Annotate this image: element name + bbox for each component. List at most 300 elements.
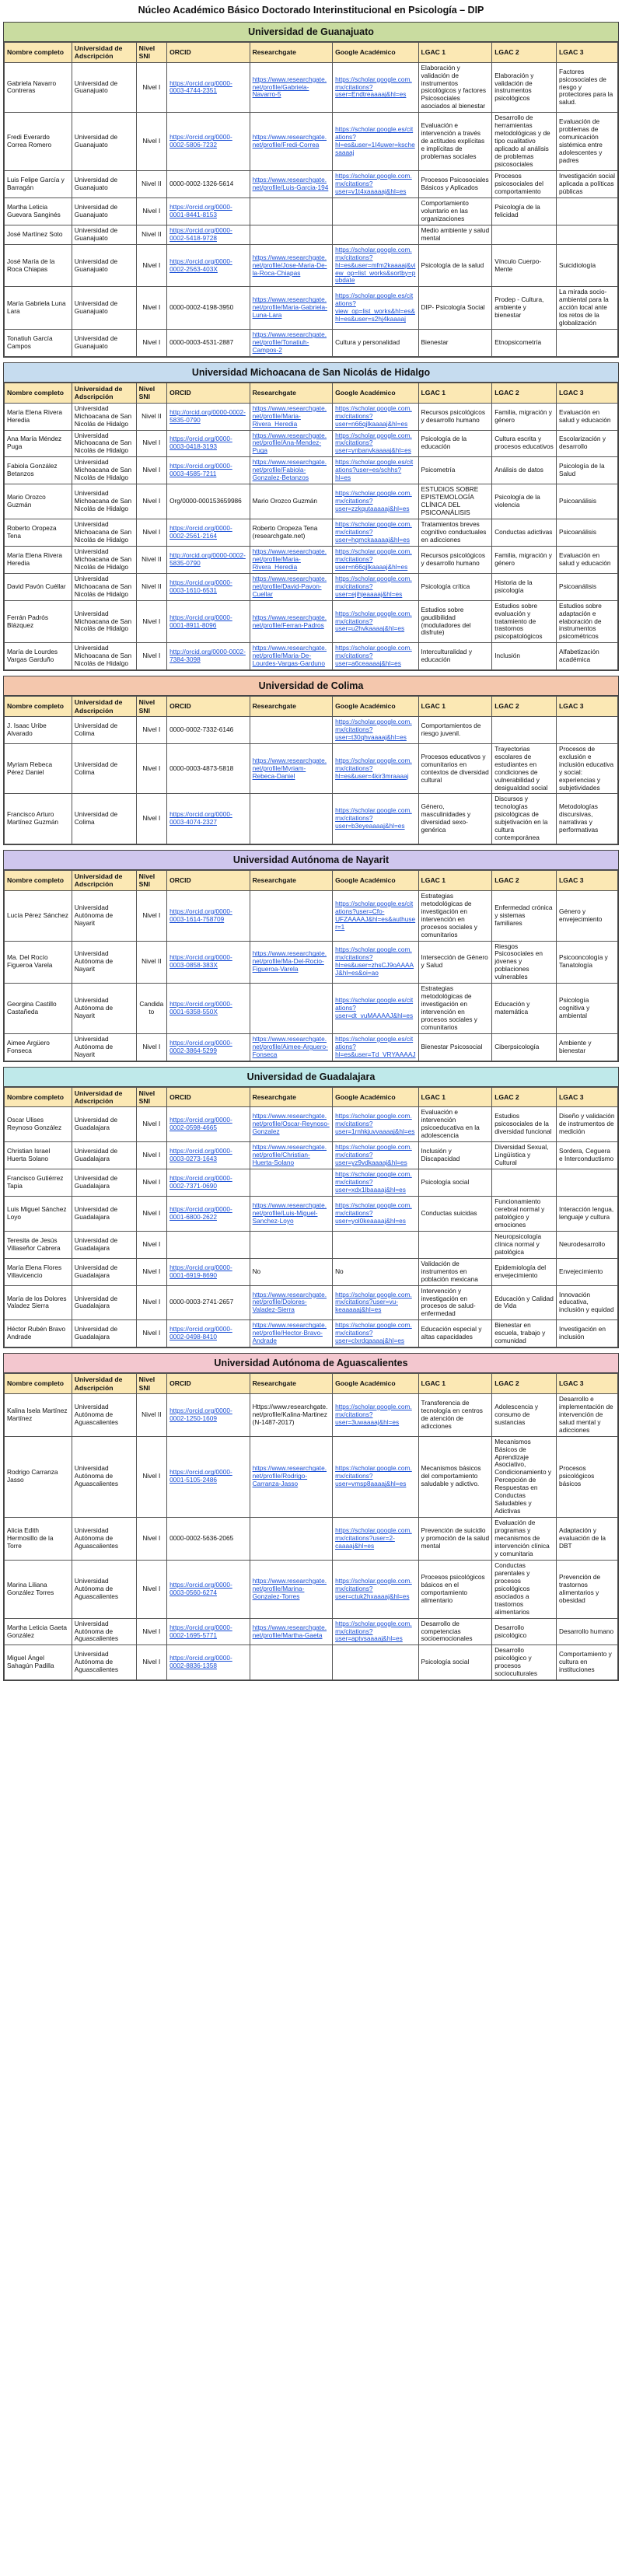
lgac2-cell: Análisis de datos xyxy=(492,457,557,484)
university-cell: Universidad Autónoma de Nayarit xyxy=(72,890,136,941)
university-cell: Universidad Autónoma de Aguascalientes xyxy=(72,1560,136,1618)
scholar-cell xyxy=(333,743,418,794)
orcid-cell xyxy=(167,113,250,171)
lgac3-cell: Metodologías discursivas, narrativas y performativas xyxy=(557,794,618,844)
lgac2-cell: Psicología de la violencia xyxy=(492,484,557,519)
orcid-cell xyxy=(167,573,250,600)
sni-cell: Nivel I xyxy=(136,1618,166,1645)
column-header: LGAC 2 xyxy=(492,383,557,404)
profile-link[interactable]: http://orcid.org/0000-0002-5835-0790 xyxy=(169,551,246,567)
column-header: LGAC 2 xyxy=(492,1087,557,1107)
section-header: Universidad de Guadalajara xyxy=(4,1068,618,1087)
profile-link[interactable]: https://orcid.org/0000-0003-1610-6531 xyxy=(169,578,232,594)
researchgate-cell xyxy=(250,1169,333,1197)
table-row xyxy=(5,171,618,198)
scholar-cell xyxy=(333,794,418,844)
column-header: Researchgate xyxy=(250,697,333,717)
lgac1-cell: Comportamientos de riesgo juvenil. xyxy=(418,716,492,743)
page-title: Núcleo Académico Básico Doctorado Interinstitucional en Psicología – DIP xyxy=(138,5,484,16)
orcid-cell: 0000-0003-4531-2887 xyxy=(167,330,250,357)
lgac3-cell: Procesos de exclusión e inclusión educativa y social: experiencias y subjetividades xyxy=(557,743,618,794)
lgac3-cell: Prevención de trastornos alimentarios y obesidad xyxy=(557,1560,618,1618)
lgac2-cell: Familia, migración y género xyxy=(492,403,557,430)
profile-link[interactable]: https://scholar.google.es/citations?user=es/schhs?hl=es xyxy=(335,458,414,482)
name-cell: Ferrán Padrós Blázquez xyxy=(5,600,72,643)
profile-link[interactable]: https://scholar.google.es/citations?user=Cfo-UFZAAAAJ&hl=es&authuser=1 xyxy=(335,899,416,931)
lgac2-cell: Educación y matemática xyxy=(492,984,557,1034)
lgac1-cell: Validación de instrumentos en población mexicana xyxy=(418,1258,492,1285)
lgac2-cell: Psicología de la felicidad xyxy=(492,197,557,225)
profile-link[interactable]: https://orcid.org/0000-0002-8836-1358 xyxy=(169,1654,232,1670)
researchgate-cell xyxy=(250,171,333,198)
university-cell: Universidad de Guanajuato xyxy=(72,330,136,357)
profile-link[interactable]: https://www.researchgate.net/profile/Ferran-Padros xyxy=(252,613,327,629)
table-row xyxy=(5,484,618,519)
sni-cell: Nivel I xyxy=(136,1231,166,1258)
lgac1-cell: Desarrollo de competencias socioemocionales xyxy=(418,1618,492,1645)
university-section xyxy=(3,1353,619,1681)
university-cell: Universidad Michoacana de San Nicolás de Hidalgo xyxy=(72,457,136,484)
orcid-cell xyxy=(167,1197,250,1232)
scholar-cell xyxy=(333,643,418,670)
column-header: Universidad de Adscripción xyxy=(72,383,136,404)
lgac3-cell: Evaluación en salud y educación xyxy=(557,403,618,430)
profile-link[interactable]: https://www.researchgate.net/profile/Aimee-Arguero-Fonseca xyxy=(252,1035,328,1058)
lgac1-cell: Elaboración y validación de instrumentos psicológicos y factores Psicosociales asociados al bienestar xyxy=(418,62,492,113)
lgac1-cell: Educación especial y altas capacidades xyxy=(418,1320,492,1347)
profile-link[interactable]: https://scholar.google.com.mx/citations?user=Endtreaaaaj&hl=es xyxy=(335,75,412,99)
orcid-cell xyxy=(167,794,250,844)
lgac3-cell: La mirada socio-ambiental para la acción local ante los retos de la globalización xyxy=(557,287,618,330)
column-header: Nivel SNI xyxy=(136,1374,166,1394)
table-row xyxy=(5,430,618,457)
lgac2-cell: Enfermedad crónica y sistemas familiares xyxy=(492,890,557,941)
lgac2-cell: Funcionamiento cerebral normal y patológico y emociones xyxy=(492,1197,557,1232)
profile-link[interactable]: https://orcid.org/0000-0001-6358-550X xyxy=(169,1000,232,1016)
university-cell: Universidad de Guadalajara xyxy=(72,1197,136,1232)
profile-link[interactable]: https://orcid.org/0000-0001-8911-8096 xyxy=(169,613,232,629)
sni-cell: Nivel I xyxy=(136,1258,166,1285)
sni-cell: Nivel II xyxy=(136,403,166,430)
lgac2-cell: Procesos psicosociales del comportamiento xyxy=(492,171,557,198)
profile-link[interactable]: https://orcid.org/0000-0003-0560-6274 xyxy=(169,1580,232,1596)
lgac3-cell xyxy=(557,225,618,244)
orcid-cell xyxy=(167,403,250,430)
sni-cell: Nivel I xyxy=(136,1107,166,1142)
table-row xyxy=(5,1393,618,1436)
profile-link[interactable]: https://www.researchgate.net/profile/David-Pavon-Cuellar xyxy=(252,574,327,598)
table-row xyxy=(5,573,618,600)
lgac1-cell: Interculturalidad y educación xyxy=(418,643,492,670)
profile-link[interactable]: https://scholar.google.com.mx/citations?user=vmsp8aaaaj&hl=es xyxy=(335,1464,412,1488)
profile-link[interactable]: https://scholar.google.es/citations?hl=es&user=Td_VRYAAAAJ xyxy=(335,1035,416,1058)
profile-link[interactable]: https://orcid.org/0000-0003-0273-1643 xyxy=(169,1147,232,1163)
profile-link[interactable]: https://orcid.org/0000-0002-7371-0690 xyxy=(169,1174,232,1190)
table-row xyxy=(5,225,618,244)
orcid-cell xyxy=(167,225,250,244)
profile-link[interactable]: https://scholar.google.es/citations?hl=es&user=1I4uwer=kschesaaaaj xyxy=(335,125,415,157)
profile-link[interactable]: https://www.researchgate.net/profile/Christian-Huerta-Solano xyxy=(252,1143,327,1167)
lgac2-cell: Adolescencia y consumo de sustancias xyxy=(492,1393,557,1436)
column-header: Google Académico xyxy=(333,1374,418,1394)
lgac1-cell: Inclusión y Discapacidad xyxy=(418,1142,492,1169)
university-cell: Universidad de Colima xyxy=(72,716,136,743)
researchgate-cell xyxy=(250,573,333,600)
researchgate-cell xyxy=(250,1034,333,1061)
researchgate-cell: Roberto Oropeza Tena (researchgate.net) xyxy=(250,519,333,547)
table-row xyxy=(5,457,618,484)
profile-link[interactable]: https://orcid.org/0000-0003-0418-3193 xyxy=(169,435,232,451)
profile-link[interactable]: https://orcid.org/0000-0002-1695-5771 xyxy=(169,1623,232,1639)
name-cell: Miguel Ángel Sahagún Padilla xyxy=(5,1645,72,1680)
table-row xyxy=(5,546,618,573)
column-header: Google Académico xyxy=(333,383,418,404)
profile-link[interactable]: https://orcid.org/0000-0002-0498-8410 xyxy=(169,1325,232,1341)
profile-link[interactable]: https://orcid.org/0000-0001-6800-2622 xyxy=(169,1204,232,1221)
scholar-cell xyxy=(333,1231,418,1258)
lgac3-cell: Investigación social aplicada a políticas públicas xyxy=(557,171,618,198)
sni-cell: Nivel I xyxy=(136,484,166,519)
profile-link[interactable]: https://scholar.google.com.mx/citations?user=zzkqutaaaaaj&hl=es xyxy=(335,489,412,513)
lgac3-cell: Adaptación y evaluación de la DBT xyxy=(557,1518,618,1561)
profile-link[interactable]: https://www.researchgate.net/profile/Jose-Maria-De-la-Roca-Chiapas xyxy=(252,253,327,277)
table-row xyxy=(5,1560,618,1618)
profile-link[interactable]: https://orcid.org/0000-0001-8441-8153 xyxy=(169,202,232,218)
orcid-cell xyxy=(167,1258,250,1285)
table-row xyxy=(5,716,618,743)
profile-link[interactable]: https://www.researchgate.net/profile/Rodrigo-Carranza-Jasso xyxy=(252,1464,327,1488)
university-cell: Universidad Autónoma de Aguascalientes xyxy=(72,1518,136,1561)
profile-link[interactable]: https://www.researchgate.net/profile/Ana-Mendez-Puga xyxy=(252,431,327,455)
university-section xyxy=(3,1067,619,1348)
university-cell: Universidad Michoacana de San Nicolás de Hidalgo xyxy=(72,519,136,547)
column-header: Researchgate xyxy=(250,383,333,404)
name-cell: Héctor Rubén Bravo Andrade xyxy=(5,1320,72,1347)
researchgate-cell xyxy=(250,197,333,225)
profile-link[interactable]: https://scholar.google.com.mx/citations?user=2-caaaaj&hl=es xyxy=(335,1526,412,1550)
scholar-cell: No xyxy=(333,1258,418,1285)
profile-link[interactable]: https://www.researchgate.net/profile/Ma-Del-Rocio-Figueroa-Varela xyxy=(252,949,327,973)
lgac3-cell: Investigación en inclusión xyxy=(557,1320,618,1347)
university-section xyxy=(3,850,619,1062)
profile-link[interactable]: https://orcid.org/0000-0003-4074-2327 xyxy=(169,810,232,827)
orcid-cell: 0000-0002-4198-3950 xyxy=(167,287,250,330)
profile-link[interactable]: https://www.researchgate.net/profile/Oscar-Reynoso-Gonzalez xyxy=(252,1112,330,1136)
university-cell: Universidad de Guanajuato xyxy=(72,287,136,330)
profile-link[interactable]: https://scholar.google.com.mx/citations?user=ctuk2hxaaaaj&hl=es xyxy=(335,1576,412,1600)
table-row xyxy=(5,1258,618,1285)
researchgate-cell xyxy=(250,1285,333,1320)
profile-link[interactable]: http://orcid.org/0000-0002-7384-3098 xyxy=(169,648,246,664)
column-header: LGAC 2 xyxy=(492,1374,557,1394)
lgac3-cell: Psicología cognitiva y ambiental xyxy=(557,984,618,1034)
table-row xyxy=(5,600,618,643)
lgac2-cell: Neuropsicología clínica normal y patológica xyxy=(492,1231,557,1258)
scholar-cell xyxy=(333,1142,418,1169)
orcid-cell: 0000-0002-7332-6146 xyxy=(167,716,250,743)
profile-link[interactable]: https://www.researchgate.net/profile/Maria-Rivera_Heredia xyxy=(252,404,327,428)
column-header: LGAC 3 xyxy=(557,383,618,404)
table-row xyxy=(5,794,618,844)
column-header: LGAC 3 xyxy=(557,1087,618,1107)
orcid-cell xyxy=(167,1320,250,1347)
profile-link[interactable]: https://scholar.google.com.mx/citations?hl=es&user=zhsCJ9oAAAAJ&hl=es&oi=ao xyxy=(335,945,414,977)
profile-link[interactable]: https://scholar.google.com.mx/citations?user=n66qjlkaaaaj&hl=es xyxy=(335,404,412,428)
profile-link[interactable]: https://orcid.org/0000-0002-0598-4665 xyxy=(169,1116,232,1132)
orcid-cell: 0000-0002-1326-5614 xyxy=(167,171,250,198)
table-row xyxy=(5,330,618,357)
column-header: ORCID xyxy=(167,43,250,63)
profile-link[interactable]: https://orcid.org/0000-0002-5806-7232 xyxy=(169,133,232,149)
profile-link[interactable]: https://scholar.google.com.mx/citations?user=aptvsaaaaj&hl=es xyxy=(335,1619,412,1643)
lgac1-cell: Estrategias metodológicas de investigación en intervención en procesos sociales y comunitarios xyxy=(418,984,492,1034)
lgac2-cell: Conductas parentales y procesos psicológicos asociados a trastornos alimentarios xyxy=(492,1560,557,1618)
lgac2-cell: Desarrollo de herramientas metodológicas y de tipo cualitativo aplicado al análisis de problemas psicosociales xyxy=(492,113,557,171)
column-header: LGAC 2 xyxy=(492,43,557,63)
profile-link[interactable]: https://scholar.google.com.mx/citations?user=t30qhvaaaaj&hl=es xyxy=(335,717,412,741)
profile-link[interactable]: https://scholar.google.com.mx/citations?hl=es&user=4kir3mraaaaj xyxy=(335,756,412,780)
profile-link[interactable]: https://www.researchgate.net/profile/Marina-Gonzalez-Torres xyxy=(252,1576,327,1600)
column-header: Nombre completo xyxy=(5,871,72,891)
lgac3-cell: Ambiente y bienestar xyxy=(557,1034,618,1061)
column-header: LGAC 1 xyxy=(418,1087,492,1107)
name-cell: José Martínez Soto xyxy=(5,225,72,244)
profile-link[interactable]: https://scholar.google.com.mx/citations?user=1rnhkjuvvaaaaj&hl=es xyxy=(335,1112,415,1136)
lgac1-cell: Intersección de Género y Salud xyxy=(418,941,492,984)
profile-link[interactable]: https://scholar.google.com.mx/citations?user=b3eyeaaaaj&hl=es xyxy=(335,806,412,830)
lgac3-cell: Alfabetización académica xyxy=(557,643,618,670)
name-cell: Aimee Argüero Fonseca xyxy=(5,1034,72,1061)
lgac2-cell: Estudios sobre evaluación y tratamiento de trastornos psicopatológicos xyxy=(492,600,557,643)
sni-cell: Nivel II xyxy=(136,546,166,573)
profile-link[interactable]: https://scholar.google.es/citations?view_op=list_works&hl=es&hl=es&user=s2hj4kaaaaj xyxy=(335,292,415,323)
researchgate-cell xyxy=(250,1107,333,1142)
profile-link[interactable]: https://www.researchgate.net/profile/Martha-Gaeta xyxy=(252,1623,327,1639)
lgac2-cell: Inclusión xyxy=(492,643,557,670)
researchgate-cell xyxy=(250,1436,333,1518)
scholar-cell xyxy=(333,1618,418,1645)
profile-link[interactable]: https://orcid.org/0000-0003-4585-7211 xyxy=(169,462,232,478)
lgac2-cell: Educación y Calidad de Vida xyxy=(492,1285,557,1320)
column-header: Nivel SNI xyxy=(136,43,166,63)
profile-link[interactable]: https://www.researchgate.net/profile/Tonatiuh-Campos-2 xyxy=(252,330,327,355)
profile-link[interactable]: https://www.researchgate.net/profile/Fredi-Correa xyxy=(252,133,327,149)
lgac2-cell: Evaluación de programas y mecanismos de intervención clínica y comunitaria xyxy=(492,1518,557,1561)
lgac3-cell: Procesos psicológicos básicos xyxy=(557,1436,618,1518)
profile-link[interactable]: https://scholar.google.com.mx/citations?user=a6ceaaaaj&hl=es xyxy=(335,644,412,668)
scholar-cell xyxy=(333,1393,418,1436)
lgac1-cell: ESTUDIOS SOBRE EPISTEMOLOGÍA CLÍNICA DEL PSICOANÁLISIS xyxy=(418,484,492,519)
profile-link[interactable]: https://orcid.org/0000-0003-0858-383X xyxy=(169,953,232,970)
university-cell: Universidad Michoacana de San Nicolás de Hidalgo xyxy=(72,600,136,643)
sni-cell: Nivel I xyxy=(136,1034,166,1061)
sni-cell: Nivel I xyxy=(136,1169,166,1197)
lgac3-cell xyxy=(557,197,618,225)
profile-link[interactable]: https://www.researchgate.net/profile/Fabiola-Gonzalez-Betanzos xyxy=(252,458,327,482)
lgac3-cell xyxy=(557,1169,618,1197)
name-cell: Luis Felipe García y Barragán xyxy=(5,171,72,198)
researchgate-cell: No xyxy=(250,1258,333,1285)
orcid-cell xyxy=(167,984,250,1034)
column-header: Researchgate xyxy=(250,43,333,63)
lgac3-cell: Género y envejecimiento xyxy=(557,890,618,941)
table-row xyxy=(5,1320,618,1347)
lgac2-cell: Epidemiología del envejecimiento xyxy=(492,1258,557,1285)
name-cell: Fabiola González Betanzos xyxy=(5,457,72,484)
profile-link[interactable]: https://scholar.google.com.mx/citations?user=u2hvkaaaaj&hl=es xyxy=(335,609,412,633)
section-header: Universidad de Guanajuato xyxy=(4,23,618,42)
profile-link[interactable]: https://scholar.google.com.mx/citations?user=v1t4xaaaaaj&hl=es xyxy=(335,172,412,195)
scholar-cell xyxy=(333,484,418,519)
profile-link[interactable]: https://orcid.org/0000-0001-6919-8690 xyxy=(169,1263,232,1279)
researchgate-cell xyxy=(250,1231,333,1258)
university-cell: Universidad Michoacana de San Nicolás de Hidalgo xyxy=(72,643,136,670)
researchgate-cell xyxy=(250,1560,333,1618)
university-cell: Universidad de Guadalajara xyxy=(72,1285,136,1320)
name-cell: Lucía Pérez Sánchez xyxy=(5,890,72,941)
profile-link[interactable]: https://scholar.google.com.mx/citations?user=yz9vdkaaaaj&hl=es xyxy=(335,1143,412,1167)
scholar-cell xyxy=(333,1285,418,1320)
sni-cell: Nivel I xyxy=(136,62,166,113)
orcid-cell: 0000-0003-2741-2657 xyxy=(167,1285,250,1320)
lgac1-cell: Evaluación e intervención psicoeducativa en la adolescencia xyxy=(418,1107,492,1142)
scholar-cell xyxy=(333,62,418,113)
profile-link[interactable]: https://scholar.google.com.mx/citations?hl=es&user=mfm2kaaaaj&view_op=list_works&sortby=pubdate xyxy=(335,245,416,285)
profile-link[interactable]: https://scholar.google.com.mx/citations?user=xdx1lbaaaaj&hl=es xyxy=(335,1170,412,1194)
profile-link[interactable]: https://scholar.google.com.mx/citations?user=ynbanvkaaaaj&hl=es xyxy=(335,431,412,455)
table-row xyxy=(5,519,618,547)
lgac3-cell: Diseño y validación de instrumentos de medición xyxy=(557,1107,618,1142)
profile-link[interactable]: https://scholar.google.com.mx/citations?user=clxrdqaaaaj&hl=es xyxy=(335,1321,412,1345)
profile-link[interactable]: https://orcid.org/0000-0003-4744-2351 xyxy=(169,79,232,95)
profile-link[interactable]: https://orcid.org/0000-0001-5105-2486 xyxy=(169,1468,232,1484)
name-cell: Roberto Oropeza Tena xyxy=(5,519,72,547)
profile-link[interactable]: https://orcid.org/0000-0003-1614-758709 xyxy=(169,907,232,923)
table-row xyxy=(5,1197,618,1232)
section-header: Universidad Autónoma de Aguascalientes xyxy=(4,1354,618,1373)
profile-link[interactable]: https://www.researchgate.net/profile/Gabriela-Navarro-5 xyxy=(252,75,327,99)
column-header: Google Académico xyxy=(333,871,418,891)
orcid-cell xyxy=(167,643,250,670)
table-row xyxy=(5,1034,618,1061)
lgac3-cell: Interacción lengua, lenguaje y cultura xyxy=(557,1197,618,1232)
profile-link[interactable]: https://www.researchgate.net/profile/Hector-Bravo-Andrade xyxy=(252,1321,327,1345)
researchgate-cell xyxy=(250,984,333,1034)
profile-link[interactable]: https://www.researchgate.net/profile/Maria-De-Lourdes-Vargas-Garduno xyxy=(252,644,327,668)
profile-link[interactable]: https://orcid.org/0000-0002-2563-403X xyxy=(169,257,232,273)
sni-cell: Nivel I xyxy=(136,330,166,357)
faculty-table xyxy=(4,870,618,1061)
profile-link[interactable]: https://scholar.google.com.mx/citations?user=yol0keaaaaj&hl=es xyxy=(335,1201,412,1225)
profile-link[interactable]: https://scholar.google.com.mx/citations?user=3uwaaaaj&hl=es xyxy=(335,1402,412,1426)
section-header: Universidad de Colima xyxy=(4,676,618,696)
profile-link[interactable]: https://scholar.google.com.mx/citations?user=vu-keaaaaaj&hl=es xyxy=(335,1290,412,1314)
profile-link[interactable]: https://scholar.google.com.mx/citations?user=ejihjeaaaaj&hl=es xyxy=(335,574,412,598)
lgac1-cell: Medio ambiente y salud mental xyxy=(418,225,492,244)
column-header: LGAC 3 xyxy=(557,697,618,717)
profile-link[interactable]: https://www.researchgate.net/profile/Maria-Gabriela-Luna-Lara xyxy=(252,295,327,320)
lgac2-cell: Conductas adictivas xyxy=(492,519,557,547)
sni-cell: Nivel I xyxy=(136,1436,166,1518)
sni-cell: Nivel I xyxy=(136,244,166,287)
lgac2-cell: Cultura escrita y procesos educativos xyxy=(492,430,557,457)
profile-link[interactable]: https://www.researchgate.net/profile/Luis-Miguel-Sanchez-Loyo xyxy=(252,1201,327,1225)
researchgate-cell: Mario Orozco Guzmán xyxy=(250,484,333,519)
profile-link[interactable]: https://scholar.google.com.mx/citations?user=hqmckaaaaaj&hl=es xyxy=(335,520,412,544)
orcid-cell xyxy=(167,430,250,457)
lgac1-cell: Procesos psicológicos básicos en el comportamiento alimentario xyxy=(418,1560,492,1618)
name-cell: María Gabriela Luna Lara xyxy=(5,287,72,330)
scholar-cell xyxy=(333,1197,418,1232)
lgac1-cell: Recursos psicológicos y desarrollo humano xyxy=(418,403,492,430)
lgac1-cell: Psicología de la salud xyxy=(418,244,492,287)
profile-link[interactable]: https://www.researchgate.net/profile/Myriam-Rebeca-Daniel xyxy=(252,756,327,780)
lgac1-cell: DIP- Psicología Social xyxy=(418,287,492,330)
scholar-cell xyxy=(333,716,418,743)
lgac3-cell: Psicoanálisis xyxy=(557,573,618,600)
profile-link[interactable]: https://orcid.org/0000-0002-2561-2164 xyxy=(169,524,232,540)
orcid-cell xyxy=(167,941,250,984)
university-cell: Universidad de Guadalajara xyxy=(72,1258,136,1285)
orcid-cell xyxy=(167,1560,250,1618)
lgac1-cell: Psicología crítica xyxy=(418,573,492,600)
university-cell: Universidad de Guadalajara xyxy=(72,1231,136,1258)
profile-link[interactable]: https://orcid.org/0000-0002-5418-9728 xyxy=(169,225,232,242)
scholar-cell xyxy=(333,1034,418,1061)
lgac1-cell: Evaluación e intervención a través de actitudes explícitas e implícitas de problemas sociales xyxy=(418,113,492,171)
lgac1-cell: Bienestar Psicosocial xyxy=(418,1034,492,1061)
profile-link[interactable]: https://www.researchgate.net/profile/Maria-Rivera_Heredia xyxy=(252,547,327,571)
scholar-cell xyxy=(333,113,418,171)
university-cell: Universidad Autónoma de Aguascalientes xyxy=(72,1618,136,1645)
profile-link[interactable]: http://orcid.org/0000-0002-5835-0790 xyxy=(169,407,246,424)
column-header: Nivel SNI xyxy=(136,697,166,717)
profile-link[interactable]: https://www.researchgate.net/profile/Luis-Garcia-194 xyxy=(252,175,329,191)
orcid-cell xyxy=(167,1034,250,1061)
column-header: LGAC 3 xyxy=(557,871,618,891)
sni-cell: Nivel I xyxy=(136,743,166,794)
profile-link[interactable]: https://orcid.org/0000-0002-1250-1609 xyxy=(169,1406,232,1422)
section-header: Universidad Autónoma de Nayarit xyxy=(4,851,618,870)
table-row xyxy=(5,1436,618,1518)
sni-cell: Nivel II xyxy=(136,573,166,600)
column-header: LGAC 1 xyxy=(418,383,492,404)
profile-link[interactable]: https://scholar.google.es/citations?user=dt_vuMAAAAJ&hl=es xyxy=(335,996,414,1020)
table-header-row xyxy=(5,383,618,404)
researchgate-cell xyxy=(250,457,333,484)
university-cell: Universidad Michoacana de San Nicolás de Hidalgo xyxy=(72,546,136,573)
name-cell: Christian Israel Huerta Solano xyxy=(5,1142,72,1169)
university-cell: Universidad Autónoma de Nayarit xyxy=(72,1034,136,1061)
orcid-cell: 0000-0002-5636-2065 xyxy=(167,1518,250,1561)
scholar-cell xyxy=(333,1169,418,1197)
column-header: Google Académico xyxy=(333,1087,418,1107)
lgac2-cell: Vínculo Cuerpo-Mente xyxy=(492,244,557,287)
profile-link[interactable]: https://orcid.org/0000-0002-3864-5299 xyxy=(169,1038,232,1054)
column-header: Nivel SNI xyxy=(136,383,166,404)
name-cell: Teresita de Jesús Villaseñor Cabrera xyxy=(5,1231,72,1258)
column-header: Universidad de Adscripción xyxy=(72,1374,136,1394)
name-cell: Francisco Arturo Martínez Guzmán xyxy=(5,794,72,844)
name-cell: Rodrigo Carranza Jasso xyxy=(5,1436,72,1518)
lgac3-cell: Evaluación en salud y educación xyxy=(557,546,618,573)
sni-cell: Nivel II xyxy=(136,225,166,244)
name-cell: Georgina Castillo Castañeda xyxy=(5,984,72,1034)
profile-link[interactable]: https://scholar.google.com.mx/citations?user=n66qjlkaaaaj&hl=es xyxy=(335,547,412,571)
researchgate-cell xyxy=(250,890,333,941)
profile-link[interactable]: https://www.researchgate.net/profile/Dolores-Valadez-Sierra xyxy=(252,1290,327,1314)
column-header: ORCID xyxy=(167,1374,250,1394)
